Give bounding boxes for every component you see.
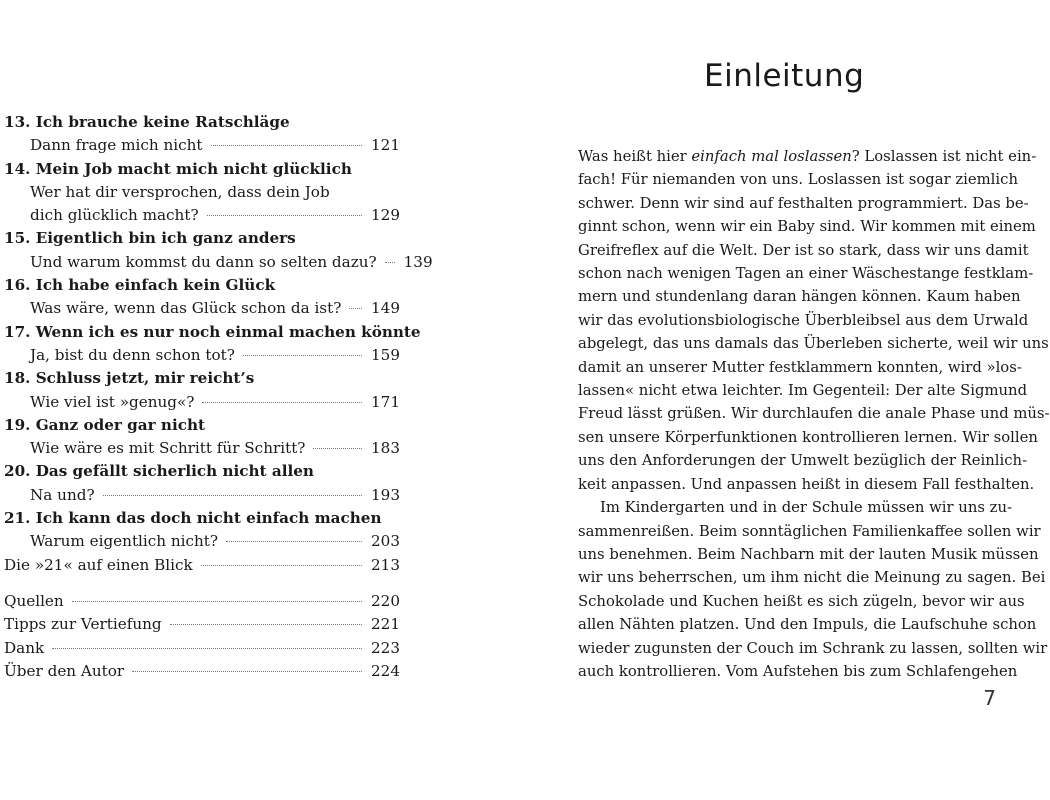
body-line: allen Nähten platzen. Und den Impuls, die Laufschuhe schon — [578, 616, 1037, 634]
toc-chapter-title: 15. Eigentlich bin ich ganz anders — [4, 229, 296, 248]
toc-leader-dots — [243, 355, 362, 356]
body-line: uns benehmen. Beim Nachbarn mit der lauten Musik müssen — [578, 545, 1039, 563]
toc-entry[interactable] — [4, 134, 400, 157]
body-line: wir das evolutionsbiologische Überbleibsel aus dem Urwald — [578, 311, 1029, 329]
toc-entry-text: Wie viel ist »genug«? — [30, 392, 195, 411]
toc-entry-thanks[interactable] — [4, 637, 400, 660]
body-line: schon nach wenigen Tagen an einer Wäschestange festklam- — [578, 265, 1034, 283]
toc-leader-dots — [132, 671, 362, 672]
toc-page-number: 171 — [371, 392, 400, 411]
toc-page-number: 159 — [371, 345, 400, 364]
body-text-segment: Was heißt hier — [578, 148, 692, 165]
toc-entry[interactable] — [4, 344, 400, 367]
body-line: abgelegt, das uns damals das Überleben sicherte, weil wir uns — [578, 335, 1049, 353]
body-line: lassen« nicht etwa leichter. Im Gegenteil: Der alte Sigmund — [578, 382, 1028, 400]
toc-entry-text: Dann frage mich nicht — [30, 136, 203, 155]
toc-entry-text: Die »21« auf einen Blick — [4, 555, 193, 574]
body-line: uns den Anforderungen der Umwelt bezüglich der Reinlich- — [578, 452, 1028, 470]
toc-leader-dots — [201, 565, 362, 566]
toc-entry-text: Warum eigentlich nicht? — [30, 532, 219, 551]
toc-entry-text: Dank — [4, 638, 45, 657]
toc-entry[interactable] — [4, 391, 400, 414]
toc-entry[interactable] — [4, 484, 400, 507]
toc-entry-text: dich glücklich macht? — [30, 206, 199, 225]
body-text-segment: ? Loslassen ist nicht ein- — [851, 148, 1037, 165]
toc-leader-dots — [202, 402, 362, 403]
toc-chapter-title: 20. Das gefällt sicherlich nicht allen — [4, 462, 314, 481]
page-number: 7 — [983, 686, 996, 710]
toc-leader-dots — [103, 495, 362, 496]
toc-leader-dots — [385, 262, 395, 263]
body-line — [578, 145, 1037, 168]
toc-entry-text: Na und? — [30, 485, 95, 504]
toc-entry-text: Und warum kommst du dann so selten dazu? — [30, 252, 377, 271]
toc-leader-dots — [226, 541, 362, 542]
toc-entry-text: Wer hat dir versprochen, dass dein Job — [30, 182, 330, 201]
toc-entry-text-line — [4, 181, 400, 204]
table-of-contents — [4, 111, 433, 683]
toc-page-number: 223 — [371, 638, 400, 657]
toc-leader-dots — [72, 601, 362, 602]
toc-page-number: 221 — [371, 615, 400, 634]
toc-page-number: 183 — [371, 439, 400, 458]
body-line: auch kontrollieren. Vom Aufstehen bis zum Schlafengehen — [578, 662, 1018, 680]
toc-chapter-title: 16. Ich habe einfach kein Glück — [4, 276, 276, 295]
toc-entry-text: Was wäre, wenn das Glück schon da ist? — [30, 299, 342, 318]
toc-leader-dots — [207, 215, 362, 216]
toc-entry[interactable] — [4, 297, 400, 320]
toc-entry-tips[interactable] — [4, 613, 400, 636]
toc-page-number: 121 — [371, 136, 400, 155]
body-line: Schokolade und Kuchen heißt es sich zügeln, bevor wir aus — [578, 592, 1025, 610]
body-line: mern und stundenlang daran hängen können. Kaum haben — [578, 288, 1021, 306]
toc-entry[interactable] — [4, 437, 400, 460]
toc-chapter-title: 21. Ich kann das doch nicht einfach machen — [4, 509, 382, 528]
toc-entry[interactable] — [4, 251, 433, 274]
toc-chapter-title: 17. Wenn ich es nur noch einmal machen könnte — [4, 322, 421, 341]
body-line: damit an unserer Mutter festklammern konnten, wird »los- — [578, 358, 1022, 376]
toc-page-number: 129 — [371, 206, 400, 225]
toc-leader-dots — [349, 308, 362, 309]
page-title: Einleitung — [704, 58, 865, 94]
toc-page-number: 220 — [371, 591, 400, 610]
toc-page-number: 213 — [371, 555, 400, 574]
body-line: wir uns beherrschen, um ihm nicht die Meinung zu sagen. Bei — [578, 569, 1046, 587]
toc-entry-overview[interactable] — [4, 554, 400, 577]
body-line: wieder zugunsten der Couch im Schrank zu lassen, sollten wir — [578, 639, 1048, 657]
toc-entry[interactable] — [4, 530, 400, 553]
toc-chapter-title: 14. Mein Job macht mich nicht glücklich — [4, 159, 352, 178]
toc-entry[interactable] — [4, 204, 400, 227]
toc-entry-author[interactable] — [4, 660, 400, 683]
toc-entry-text: Tipps zur Vertiefung — [4, 615, 162, 634]
toc-chapter-title: 18. Schluss jetzt, mir reicht’s — [4, 369, 255, 388]
toc-leader-dots — [170, 624, 362, 625]
toc-leader-dots — [313, 448, 362, 449]
body-text — [578, 145, 1050, 683]
body-line: schwer. Denn wir sind auf festhalten programmiert. Das be- — [578, 194, 1029, 212]
toc-entry-text: Ja, bist du denn schon tot? — [30, 345, 235, 364]
body-text-emphasis: einfach mal loslassen — [691, 148, 852, 165]
toc-chapter-title: 13. Ich brauche keine Ratschläge — [4, 113, 290, 131]
body-line: Freud lässt grüßen. Wir durchlaufen die anale Phase und müs- — [578, 405, 1050, 423]
body-line: sammenreißen. Beim sonntäglichen Familienkaffee sollen wir — [578, 522, 1041, 540]
body-line: Greifreflex auf die Welt. Der ist so stark, dass wir uns damit — [578, 241, 1029, 259]
toc-entry-sources[interactable] — [4, 590, 400, 613]
toc-page-number: 224 — [371, 661, 400, 680]
toc-entry-text: Wie wäre es mit Schritt für Schritt? — [30, 439, 306, 458]
body-line: ginnt schon, wenn wir ein Baby sind. Wir kommen mit einem — [578, 218, 1036, 236]
toc-page-number: 139 — [403, 252, 433, 271]
toc-leader-dots — [52, 648, 362, 649]
toc-chapter-title: 19. Ganz oder gar nicht — [4, 415, 206, 434]
toc-leader-dots — [211, 145, 363, 146]
body-line: Im Kindergarten und in der Schule müssen wir uns zu- — [600, 499, 1012, 517]
toc-page-number: 193 — [371, 485, 400, 504]
body-line: keit anpassen. Und anpassen heißt in diesem Fall festhalten. — [578, 475, 1035, 493]
toc-page-number: 203 — [371, 532, 400, 551]
body-line: fach! Für niemanden von uns. Loslassen ist sogar ziemlich — [578, 171, 1018, 189]
toc-spacer — [4, 577, 400, 590]
toc-entry-text: Über den Autor — [4, 661, 125, 680]
toc-entry-text: Quellen — [4, 591, 64, 610]
toc-page-number: 149 — [371, 299, 400, 318]
body-line: sen unsere Körperfunktionen kontrollieren lernen. Wir sollen — [578, 428, 1038, 446]
